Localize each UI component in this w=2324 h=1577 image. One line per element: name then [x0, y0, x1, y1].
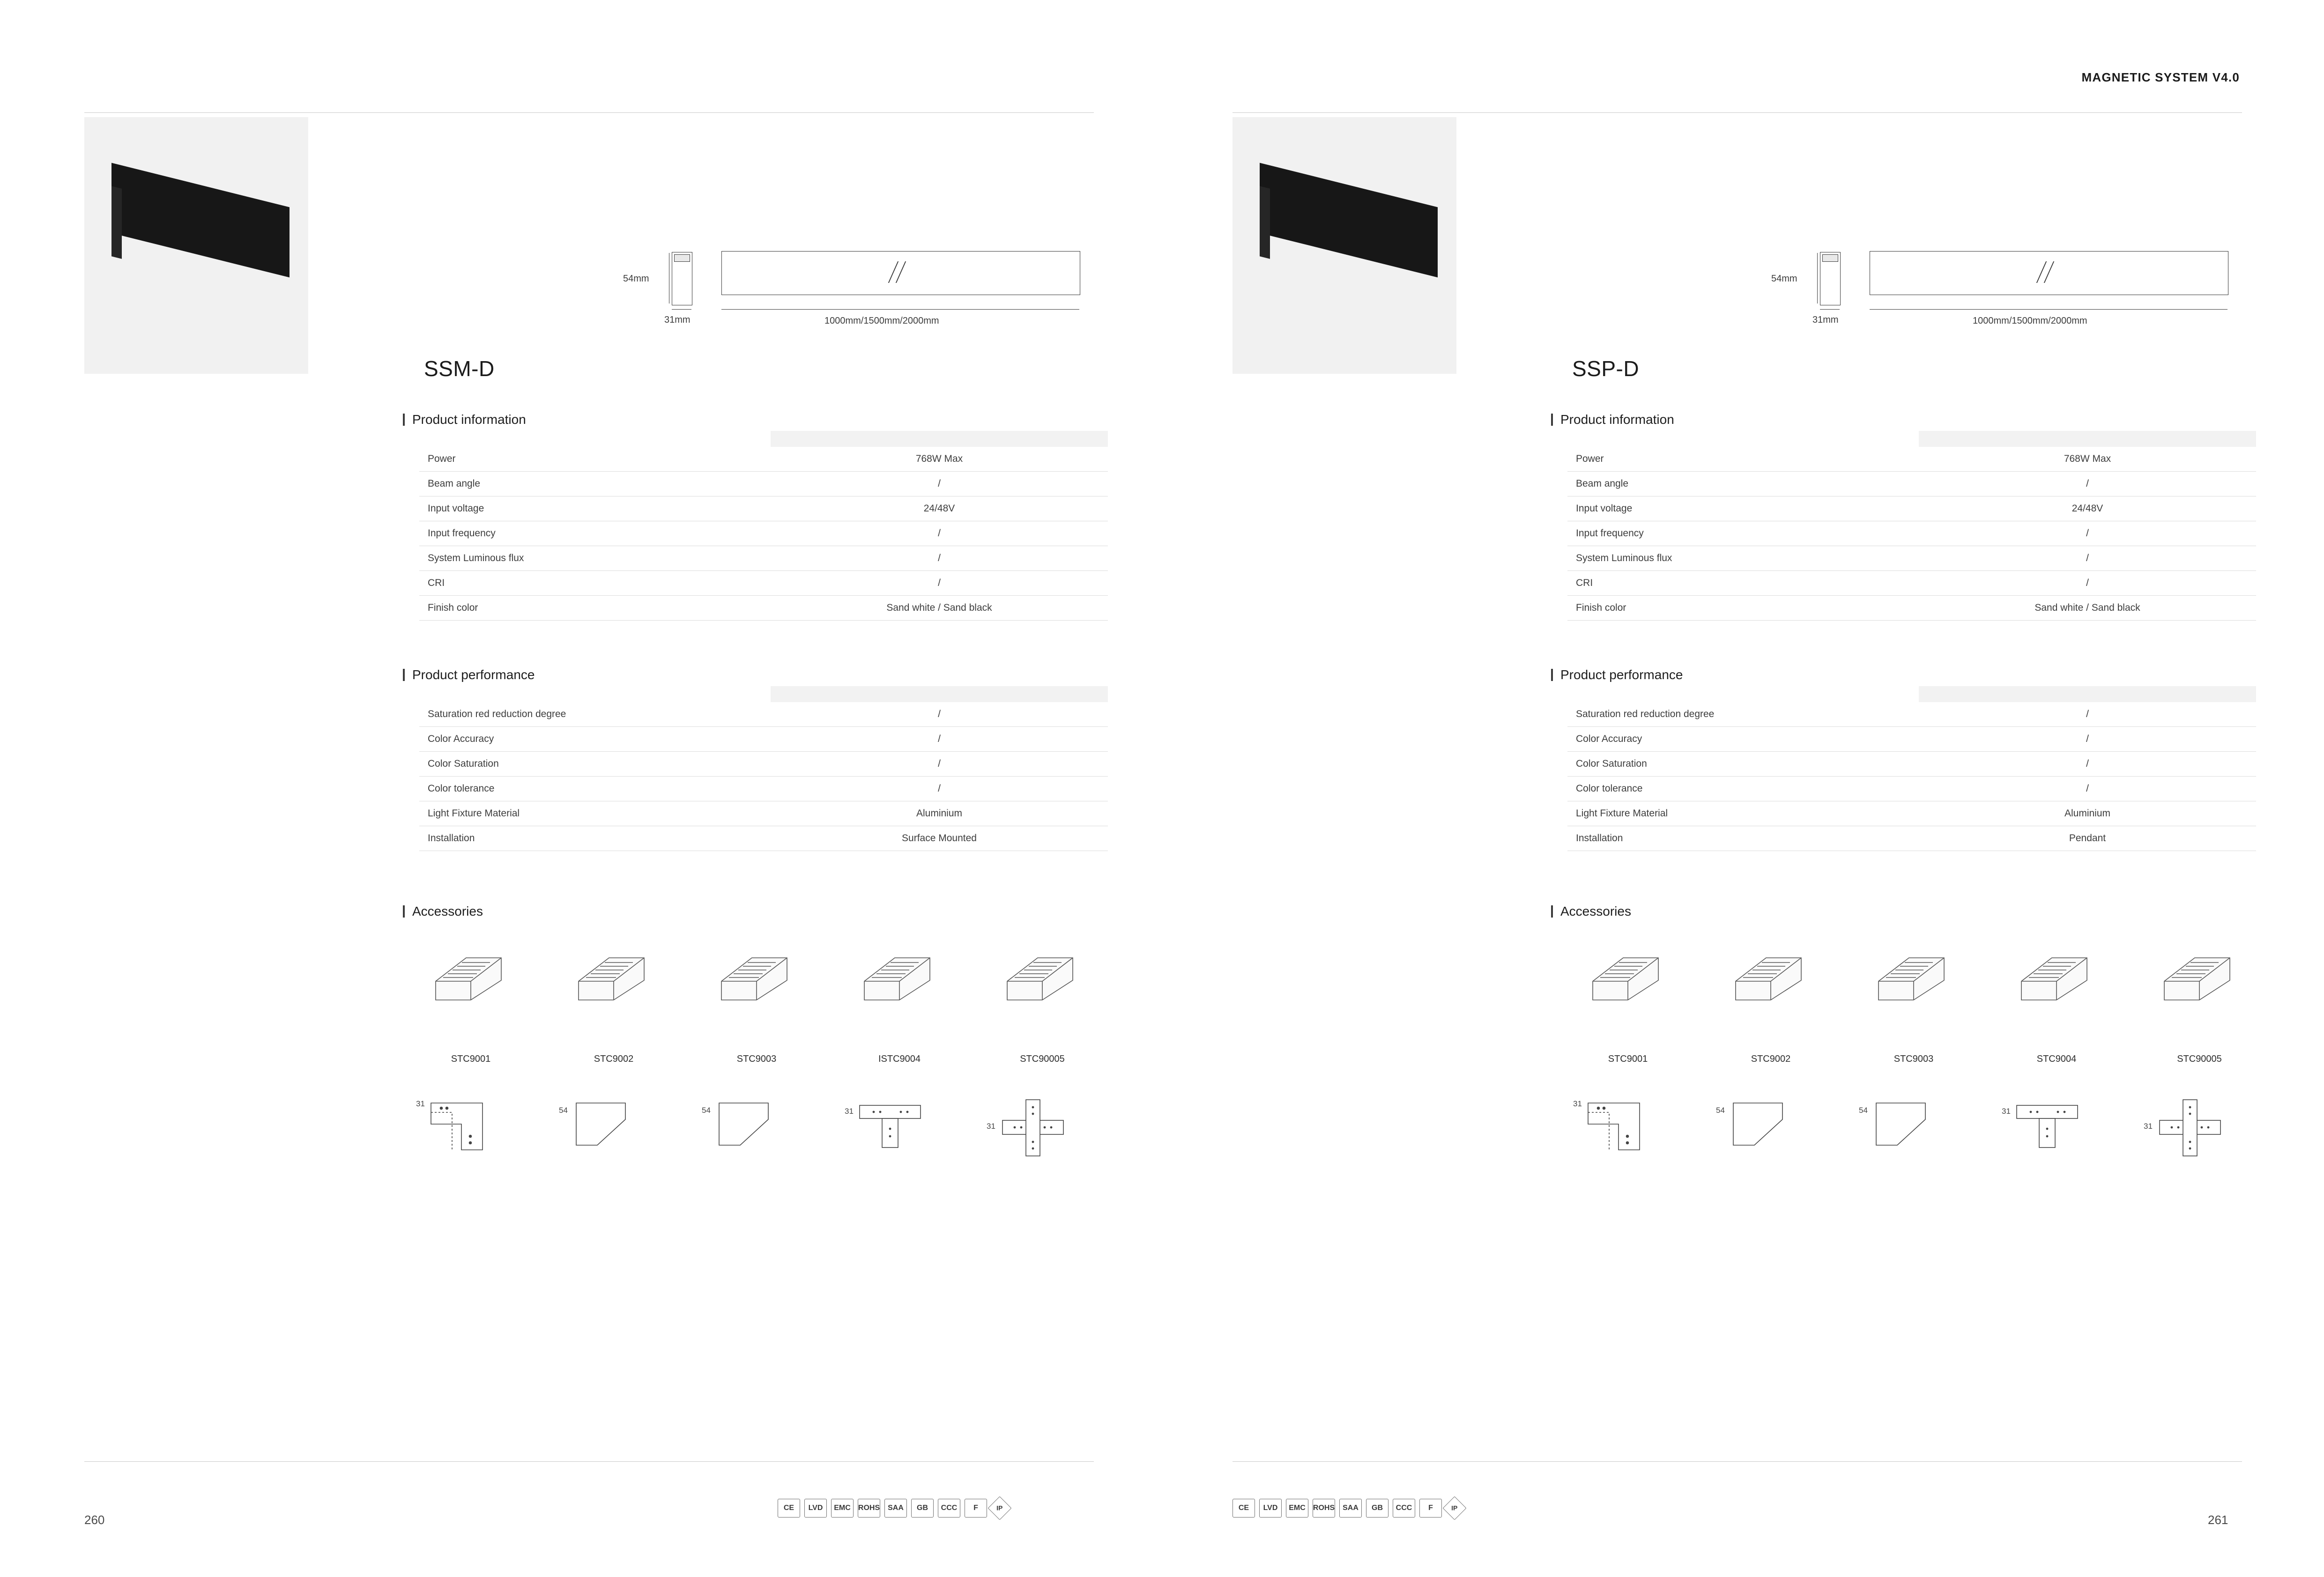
spec-value: Aluminium	[771, 801, 1108, 826]
product-performance-table-right	[1567, 686, 2256, 851]
accessory-connector-icon	[564, 925, 663, 1014]
certification-badge-ip	[988, 1496, 1012, 1520]
accessories-heading-left: Accessories	[403, 904, 483, 919]
certification-badge-rohs	[1313, 1499, 1335, 1518]
accessory-code: STC90005	[1020, 1054, 1065, 1064]
spec-value: /	[1919, 571, 2256, 596]
table-row	[1567, 496, 2256, 521]
spec-value: 24/48V	[771, 496, 1108, 521]
certification-badge-saa	[884, 1499, 907, 1518]
perf-rows-left	[419, 702, 1108, 851]
certification-badge-emc	[1286, 1499, 1308, 1518]
spec-label: Power	[419, 447, 771, 472]
spec-label: Light Fixture Material	[1567, 801, 1919, 826]
accessory-dimension-icon	[984, 1091, 1082, 1171]
page-number-left: 260	[84, 1513, 105, 1527]
spec-value: /	[1919, 777, 2256, 801]
table-row	[419, 596, 1108, 621]
table-row	[1567, 801, 2256, 826]
spec-value: /	[771, 752, 1108, 777]
spec-label: Saturation red reduction degree	[419, 702, 771, 727]
certification-badge-ce	[778, 1499, 800, 1518]
spec-value: /	[771, 702, 1108, 727]
product-title-right: SSP-D	[1572, 356, 1640, 381]
accessory-connector-icon	[2150, 925, 2249, 1014]
certification-badge-lvd	[804, 1499, 827, 1518]
table-row	[419, 521, 1108, 546]
accessory-code: STC9003	[736, 1054, 777, 1064]
svg-text:31: 31	[1573, 1099, 1582, 1108]
accessory-code: STC9002	[594, 1054, 634, 1064]
certification-badge-rohs	[858, 1499, 880, 1518]
certifications-right	[1233, 1499, 1463, 1518]
product-information-heading-left: Product information	[403, 412, 526, 427]
dim-height-label-right: 54mm	[1771, 274, 1797, 284]
spec-label: Light Fixture Material	[419, 801, 771, 826]
spec-value: /	[771, 546, 1108, 571]
spec-label: System Luminous flux	[419, 546, 771, 571]
dim-height-label-left: 54mm	[623, 274, 649, 284]
spec-label: Finish color	[419, 596, 771, 621]
accessory-connector-icon	[1864, 925, 1963, 1014]
accessory-dimension-icon	[1569, 1091, 1668, 1162]
certification-label: EMC	[1289, 1504, 1306, 1512]
spec-value: /	[1919, 752, 2256, 777]
table-row	[419, 571, 1108, 596]
heading-tick	[1551, 669, 1553, 681]
certification-label: ROHS	[858, 1504, 880, 1512]
dim-width-label-left: 31mm	[664, 315, 691, 325]
product-title-left: SSM-D	[424, 356, 495, 381]
spec-value: 24/48V	[1919, 496, 2256, 521]
accessory-connector-icon	[422, 925, 520, 1014]
page-number-right: 261	[2208, 1513, 2228, 1527]
certification-badge-emc	[831, 1499, 854, 1518]
dim-length-label-left: 1000mm/1500mm/2000mm	[824, 316, 939, 326]
product-performance-heading-left: Product performance	[403, 667, 535, 682]
spec-value: 768W Max	[1919, 447, 2256, 472]
spec-value: Surface Mounted	[771, 826, 1108, 851]
perf-rows-right	[1567, 702, 2256, 851]
footer-divider-left	[84, 1461, 1094, 1462]
accessory-dimension-icon	[1712, 1091, 1811, 1162]
spec-value: Aluminium	[1919, 801, 2256, 826]
spec-value: /	[771, 521, 1108, 546]
accessory-code: STC9004	[2036, 1054, 2077, 1064]
svg-text:54: 54	[559, 1106, 568, 1115]
spec-label: Color Saturation	[419, 752, 771, 777]
product-performance-heading-right: Product performance	[1551, 667, 1683, 682]
spec-label: Finish color	[1567, 596, 1919, 621]
svg-text:31: 31	[987, 1122, 995, 1131]
accessory-dimension-icon	[412, 1091, 511, 1162]
table-row	[419, 546, 1108, 571]
spec-value: /	[1919, 727, 2256, 752]
spec-value: /	[1919, 546, 2256, 571]
svg-text:54: 54	[702, 1106, 711, 1115]
table-row	[1567, 521, 2256, 546]
table-row	[419, 777, 1108, 801]
info-rows-right	[1567, 447, 2256, 621]
accessory-code: STC9003	[1893, 1054, 1934, 1064]
accessory-code: STC9001	[451, 1054, 491, 1064]
certifications-left	[778, 1499, 1008, 1518]
table-row	[1567, 777, 2256, 801]
table-row	[419, 727, 1108, 752]
svg-text:54: 54	[1859, 1106, 1868, 1115]
certification-badge-ip	[1443, 1496, 1467, 1520]
dim-length-label-right: 1000mm/1500mm/2000mm	[1973, 316, 2087, 326]
table-row	[1567, 727, 2256, 752]
accessories-heading-right: Accessories	[1551, 904, 1631, 919]
svg-text:31: 31	[845, 1107, 854, 1116]
accessory-dimension-icon	[2141, 1091, 2239, 1171]
spec-label: Input frequency	[419, 521, 771, 546]
certification-label: ROHS	[1313, 1504, 1335, 1512]
accessory-connector-icon	[707, 925, 806, 1014]
accessory-dimension-icon	[841, 1091, 939, 1162]
spec-label: Installation	[419, 826, 771, 851]
table-row	[1567, 826, 2256, 851]
certification-label: CE	[783, 1504, 794, 1512]
product-information-table-right	[1567, 431, 2256, 621]
spec-label: Color tolerance	[1567, 777, 1919, 801]
heading-tick	[403, 669, 405, 681]
certification-label: IP	[1451, 1504, 1458, 1512]
spec-label: Beam angle	[1567, 472, 1919, 496]
info-rows-left	[419, 447, 1108, 621]
table-row	[419, 496, 1108, 521]
table-row	[1567, 702, 2256, 727]
table-row	[419, 826, 1108, 851]
certification-badge-gb	[911, 1499, 934, 1518]
heading-tick	[1551, 414, 1553, 426]
product-performance-table-left	[419, 686, 1108, 851]
product-photo-right	[1233, 117, 1456, 374]
certification-label: LVD	[808, 1504, 823, 1512]
accessory-code: STC90005	[2177, 1054, 2222, 1064]
accessory-code: STC9001	[1608, 1054, 1648, 1064]
table-row	[419, 801, 1108, 826]
accessory-connector-icon	[850, 925, 949, 1014]
accessory-dimension-icon	[555, 1091, 653, 1162]
page-right	[1162, 0, 2324, 1577]
spec-label: Saturation red reduction degree	[1567, 702, 1919, 727]
accessory-code: STC9002	[1751, 1054, 1791, 1064]
certification-label: GB	[1372, 1504, 1383, 1512]
certification-badge-saa	[1339, 1499, 1362, 1518]
table-row	[1567, 546, 2256, 571]
heading-tick	[403, 905, 405, 918]
brand-title: MAGNETIC SYSTEM V4.0	[2081, 70, 2240, 84]
certification-label: IP	[996, 1504, 1003, 1512]
heading-tick	[1551, 905, 1553, 918]
table-row	[419, 447, 1108, 472]
svg-text:54: 54	[1716, 1106, 1725, 1115]
certification-label: F	[973, 1504, 978, 1512]
certification-badge-f	[1419, 1499, 1442, 1518]
spec-label: System Luminous flux	[1567, 546, 1919, 571]
dimension-drawing-left	[623, 123, 1096, 326]
table-row	[419, 752, 1108, 777]
certification-badge-lvd	[1259, 1499, 1282, 1518]
spec-value: /	[771, 777, 1108, 801]
certification-badge-ccc	[1393, 1499, 1415, 1518]
heading-tick	[403, 414, 405, 426]
certification-label: SAA	[1343, 1504, 1359, 1512]
spec-value: Sand white / Sand black	[771, 596, 1108, 621]
spec-label: Beam angle	[419, 472, 771, 496]
top-divider-left	[84, 112, 1094, 113]
table-row	[1567, 571, 2256, 596]
accessory-connector-icon	[993, 925, 1091, 1014]
svg-text:31: 31	[2144, 1122, 2153, 1131]
svg-text:31: 31	[416, 1099, 425, 1108]
footer-divider-right	[1233, 1461, 2242, 1462]
accessory-connector-icon	[2007, 925, 2106, 1014]
spec-label: Color Saturation	[1567, 752, 1919, 777]
spec-label: CRI	[419, 571, 771, 596]
spec-label: Color Accuracy	[1567, 727, 1919, 752]
product-information-heading-right: Product information	[1551, 412, 1674, 427]
accessory-dimension-icon	[698, 1091, 796, 1162]
certification-label: SAA	[888, 1504, 904, 1512]
certification-label: F	[1428, 1504, 1433, 1512]
table-row	[1567, 472, 2256, 496]
spec-label: Color tolerance	[419, 777, 771, 801]
table-row	[1567, 447, 2256, 472]
spec-label: Input voltage	[1567, 496, 1919, 521]
certification-badge-ce	[1233, 1499, 1255, 1518]
spec-value: /	[1919, 521, 2256, 546]
certification-label: CCC	[941, 1504, 958, 1512]
product-information-table-left	[419, 431, 1108, 621]
spec-label: Input frequency	[1567, 521, 1919, 546]
certification-label: GB	[917, 1504, 928, 1512]
spec-label: CRI	[1567, 571, 1919, 596]
certification-badge-f	[965, 1499, 987, 1518]
certification-label: EMC	[834, 1504, 851, 1512]
spec-value: 768W Max	[771, 447, 1108, 472]
product-photo-left	[84, 117, 308, 374]
spec-value: /	[771, 571, 1108, 596]
certification-badge-gb	[1366, 1499, 1388, 1518]
spec-value: /	[1919, 472, 2256, 496]
svg-text:31: 31	[2002, 1107, 2011, 1116]
certification-label: CE	[1238, 1504, 1249, 1512]
spec-value: Pendant	[1919, 826, 2256, 851]
spec-label: Input voltage	[419, 496, 771, 521]
table-row	[419, 702, 1108, 727]
dimension-drawing-right	[1771, 123, 2244, 326]
accessory-dimension-icon	[1855, 1091, 1953, 1162]
spec-value: Sand white / Sand black	[1919, 596, 2256, 621]
table-row	[1567, 596, 2256, 621]
accessory-code: ISTC9004	[878, 1054, 921, 1064]
spec-label: Power	[1567, 447, 1919, 472]
accessory-dimension-icon	[1998, 1091, 2096, 1162]
spec-value: /	[1919, 702, 2256, 727]
spec-value: /	[771, 727, 1108, 752]
table-row	[1567, 752, 2256, 777]
dim-width-label-right: 31mm	[1812, 315, 1839, 325]
top-divider-right	[1233, 112, 2242, 113]
accessory-connector-icon	[1722, 925, 1820, 1014]
accessory-connector-icon	[1579, 925, 1677, 1014]
certification-label: LVD	[1263, 1504, 1278, 1512]
spec-label: Installation	[1567, 826, 1919, 851]
certification-label: CCC	[1396, 1504, 1412, 1512]
certification-badge-ccc	[938, 1499, 960, 1518]
table-row	[419, 472, 1108, 496]
spec-label: Color Accuracy	[419, 727, 771, 752]
spec-value: /	[771, 472, 1108, 496]
